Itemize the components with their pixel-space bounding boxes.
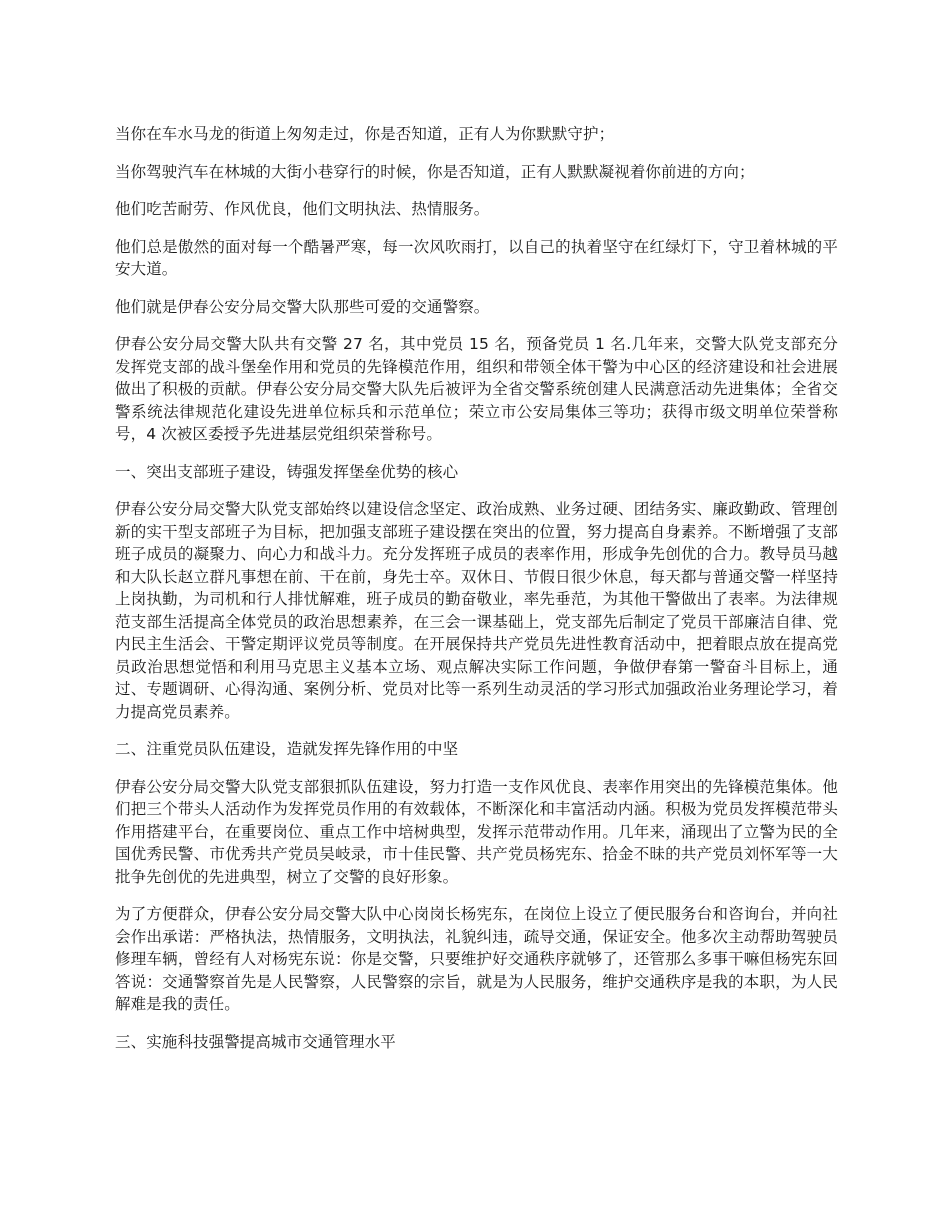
- paragraph-hardworking: 他们吃苦耐劳、作风优良，他们文明执法、热情服务。: [115, 200, 490, 218]
- section-heading-2: 二、注重党员队伍建设，造就发挥先锋作用的中坚: [115, 740, 459, 758]
- paragraph-driving: 当你驾驶汽车在林城的大街小巷穿行的时候，你是否知道，正有人默默凝视着你前进的方向；: [115, 162, 755, 181]
- section-heading-1: 一、突出支部班子建设，铸强发挥堡垒优势的核心: [115, 462, 459, 481]
- paragraph-leadership: 伊春公安分局交警大队党支部始终以建设信念坚定、政治成熟、业务过硬、团结务实、廉政勤政、管理创新的实干型支部班子为目标，把加强支部班子建设摆在突出的位置，努力提高自身素养。不断增强了支部班子成员的凝聚力、向心力和战斗力。充分发挥班子成员的表率作用，形成争先创优的合力。教导员马越和大队长赵立群凡事想在前、干在前，身先士卒。双休日、节假日很少休息，每天都与普通交警一样坚持上岗执勤，为司机和行人排忧解难，班子成员的勤奋敬业，率先垂范，为其他干警做出了表率。为法律规范支部生活提高全体党员的政治思想素养，在三会一课基础上，党支部先后制定了党员干部廉洁自律、党内民主生活会、干警定期评议党员等制度。在开展保持共产党员先进性教育活动中，把着眼点放在提高党员政治思想觉悟和利用马克思主义基本立场、观点解决实际工作问题，争做伊春第一警奋斗目标上，通过、专题调研、心得沟通、案例分析、党员对比等一系列生动灵活的学习形式加强政治业务理论学习，着力提高党员素养。: [115, 500, 838, 721]
- section-heading-3: 三、实施科技强警提高城市交通管理水平: [115, 1032, 396, 1051]
- paragraph-guarding: 当你在车水马龙的街道上匆匆走过，你是否知道，正有人为你默默守护；: [115, 125, 615, 143]
- paragraph-brigade-overview: 伊春公安分局交警大队共有交警 27 名，其中党员 15 名，预备党员 1 名.几年来，交警大队党支部充分发挥党支部的战斗堡垒作用和党员的先锋模范作用，组织和带领全体干警为中心区的经济建设和社会进展做出了积极的贡献。伊春公安分局交警大队先后被评为全省交警系统创建人民满意活动先进集体；全省交警系统法律规范化建设先进单位标兵和示范单位；荣立市公安局集体三等功；获得市级文明单位荣誉称号，4 次被区委授予先进基层党组织荣誉称号。: [115, 335, 838, 443]
- paragraph-team-building: 伊春公安分局交警大队党支部狠抓队伍建设，努力打造一支作风优良、表率作用突出的先锋模范集体。他们把三个带头人活动作为发挥党员作用的有效载体，不断深化和丰富活动内涵。积极为党员发挥模范带头作用搭建平台，在重要岗位、重点工作中培树典型，发挥示范带动作用。几年来，涌现出了立警为民的全国优秀民警、市优秀共产党员吴岐录，市十佳民警、共产党员杨宪东、拾金不昧的共产党员刘怀军等一大批争先创优的先进典型，树立了交警的良好形象。: [115, 777, 838, 886]
- paragraph-identity: 他们就是伊春公安分局交警大队那些可爱的交通警察。: [115, 297, 490, 316]
- paragraph-weather: 他们总是傲然的面对每一个酷暑严寒，每一次风吹雨打，以自己的执着坚守在红绿灯下，守卫着林城的平安大道。: [115, 237, 838, 278]
- paragraph-service-desk: 为了方便群众，伊春公安分局交警大队中心岗岗长杨宪东，在岗位上设立了便民服务台和咨询台，并向社会作出承诺：严格执法，热情服务，文明执法，礼貌纠违，疏导交通，保证安全。他多次主动帮助驾驶员修理车辆，曾经有人对杨宪东说：你是交警，只要维护好交通秩序就够了，还管那么多事干嘛但杨宪东回答说：交通警察首先是人民警察，人民警察的宗旨，就是为人民服务，维护交通秩序是我的本职，为人民解难是我的责任。: [115, 905, 838, 1013]
